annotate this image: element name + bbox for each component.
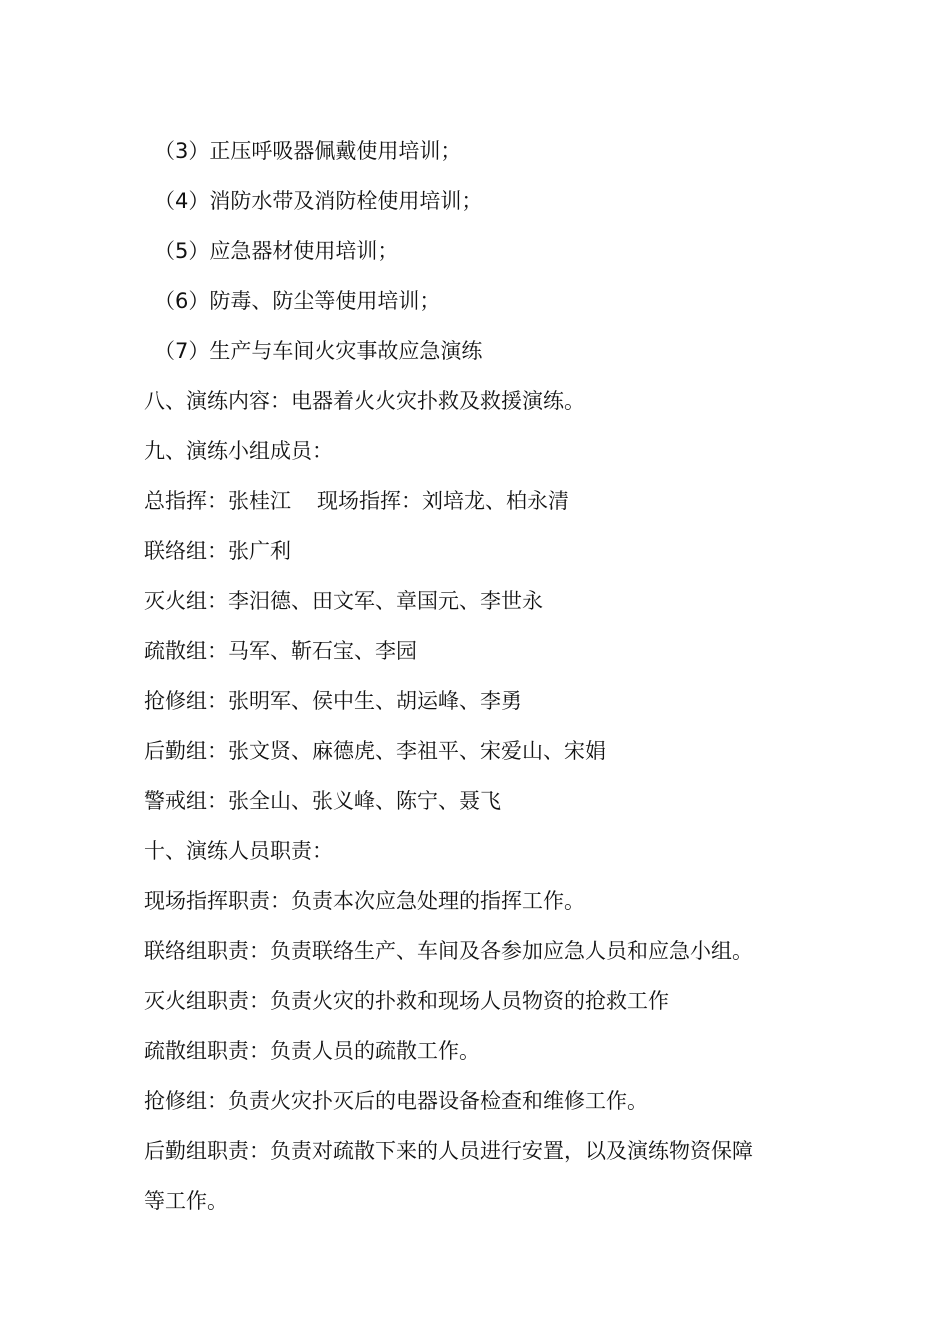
training-item-5: （5）应急器材使用培训； [154,239,399,263]
fire-fighting-duty: 灭火组职责：负责火灾的扑救和现场人员物资的抢救工作 [144,989,669,1013]
section-10-heading: 十、演练人员职责： [144,839,333,863]
training-item-4: （4）消防水带及消防栓使用培训； [154,189,483,213]
training-item-6: （6）防毒、防尘等使用培训； [154,289,441,313]
commander-line [144,476,834,526]
repair-duty: 抢修组：负责火灾扑灭后的电器设备检查和维修工作。 [144,1089,648,1113]
site-commander: 现场指挥：刘培龙、柏永清 [317,489,569,513]
logistics-group: 后勤组：张文贤、麻德虎、李祖平、宋爱山、宋娟 [144,739,606,763]
training-item-7: （7）生产与车间火灾事故应急演练 [154,339,483,363]
chief-commander: 总指挥：张桂江 [144,489,291,513]
training-item-3: （3）正压呼吸器佩戴使用培训； [154,139,462,163]
evacuation-duty: 疏散组职责：负责人员的疏散工作。 [144,1039,480,1063]
evacuation-group: 疏散组：马军、靳石宝、李园 [144,639,417,663]
document-body [144,126,834,1226]
logistics-duty-line-1: 后勤组职责：负责对疏散下来的人员进行安置，以及演练物资保障 [144,1139,753,1163]
liaison-duty: 联络组职责：负责联络生产、车间及各参加应急人员和应急小组。 [144,939,753,963]
repair-group: 抢修组：张明军、侯中生、胡运峰、李勇 [144,689,522,713]
logistics-duty-line-2: 等工作。 [144,1189,228,1213]
liaison-group: 联络组：张广利 [144,539,291,563]
site-command-duty: 现场指挥职责：负责本次应急处理的指挥工作。 [144,889,585,913]
fire-fighting-group: 灭火组：李汨德、田文军、章国元、李世永 [144,589,543,613]
section-8-drill-content: 八、演练内容：电器着火火灾扑救及救援演练。 [144,389,585,413]
security-group: 警戒组：张全山、张义峰、陈宁、聂飞 [144,789,501,813]
section-9-heading: 九、演练小组成员： [144,439,333,463]
